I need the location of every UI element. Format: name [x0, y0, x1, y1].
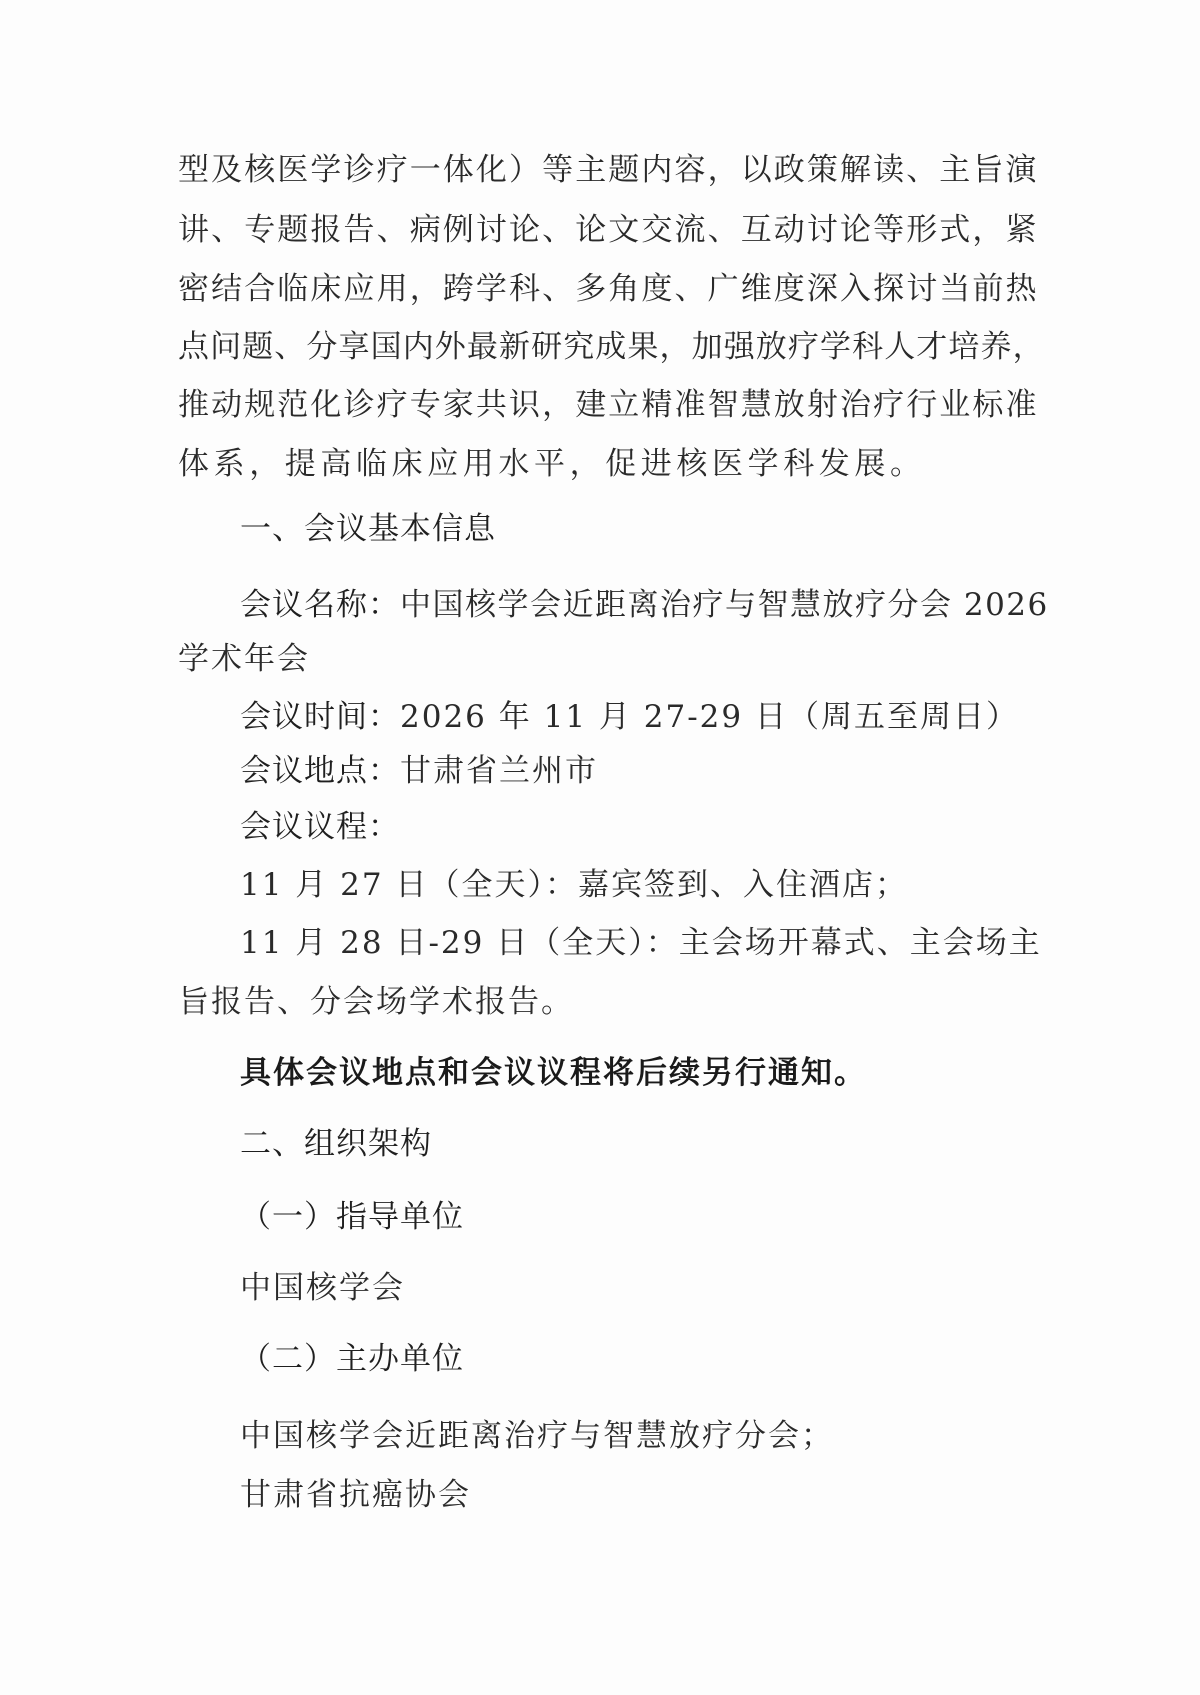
agenda-item-1: 11 月 27 日（全天）：嘉宾签到、入住酒店；	[240, 867, 908, 903]
agenda-item-2: 11 月 28 日-29 日（全天）：主会场开幕式、主会场主	[240, 925, 1042, 961]
meeting-place-label: 会议地点：	[240, 753, 400, 789]
subsection-2-body-line-1: 中国核学会近距离治疗与智慧放疗分会；	[240, 1418, 834, 1454]
meeting-place-value: 甘肃省兰州市	[400, 753, 598, 789]
section-2-heading: 二、组织架构	[240, 1126, 432, 1162]
paragraph-line-6: 体系，提高临床应用水平，促进核医学科发展。	[178, 446, 926, 482]
meeting-time-row	[240, 697, 1019, 737]
meeting-agenda-label: 会议议程：	[240, 809, 400, 845]
paragraph-line-4: 点问题、分享国内外最新研究成果，加强放疗学科人才培养，	[178, 329, 1045, 365]
meeting-time-value: 2026 年 11 月 27-29 日（周五至周日）	[400, 699, 1019, 735]
meeting-name-value: 中国核学会近距离治疗与智慧放疗分会 2026	[400, 587, 1049, 623]
meeting-name-continuation: 学术年会	[178, 641, 310, 677]
notice-text: 具体会议地点和会议议程将后续另行通知。	[240, 1055, 867, 1091]
paragraph-line-2: 讲、专题报告、病例讨论、论文交流、互动讨论等形式，紧	[178, 212, 1039, 248]
paragraph-line-1: 型及核医学诊疗一体化）等主题内容，以政策解读、主旨演	[178, 152, 1039, 188]
subsection-1-heading: （一）指导单位	[240, 1199, 464, 1235]
meeting-name-label: 会议名称：	[240, 587, 400, 623]
paragraph-line-5: 推动规范化诊疗专家共识，建立精准智慧放射治疗行业标准	[178, 387, 1039, 423]
section-1-heading: 一、会议基本信息	[240, 511, 496, 547]
meeting-place-row	[240, 751, 598, 791]
subsection-2-body-line-2: 甘肃省抗癌协会	[240, 1477, 471, 1513]
agenda-item-2-continuation: 旨报告、分会场学术报告。	[178, 984, 574, 1020]
meeting-name-row	[240, 585, 1049, 625]
subsection-1-body: 中国核学会	[240, 1270, 405, 1306]
meeting-time-label: 会议时间：	[240, 699, 400, 735]
subsection-2-heading: （二）主办单位	[240, 1341, 464, 1377]
paragraph-line-3: 密结合临床应用，跨学科、多角度、广维度深入探讨当前热	[178, 271, 1039, 307]
